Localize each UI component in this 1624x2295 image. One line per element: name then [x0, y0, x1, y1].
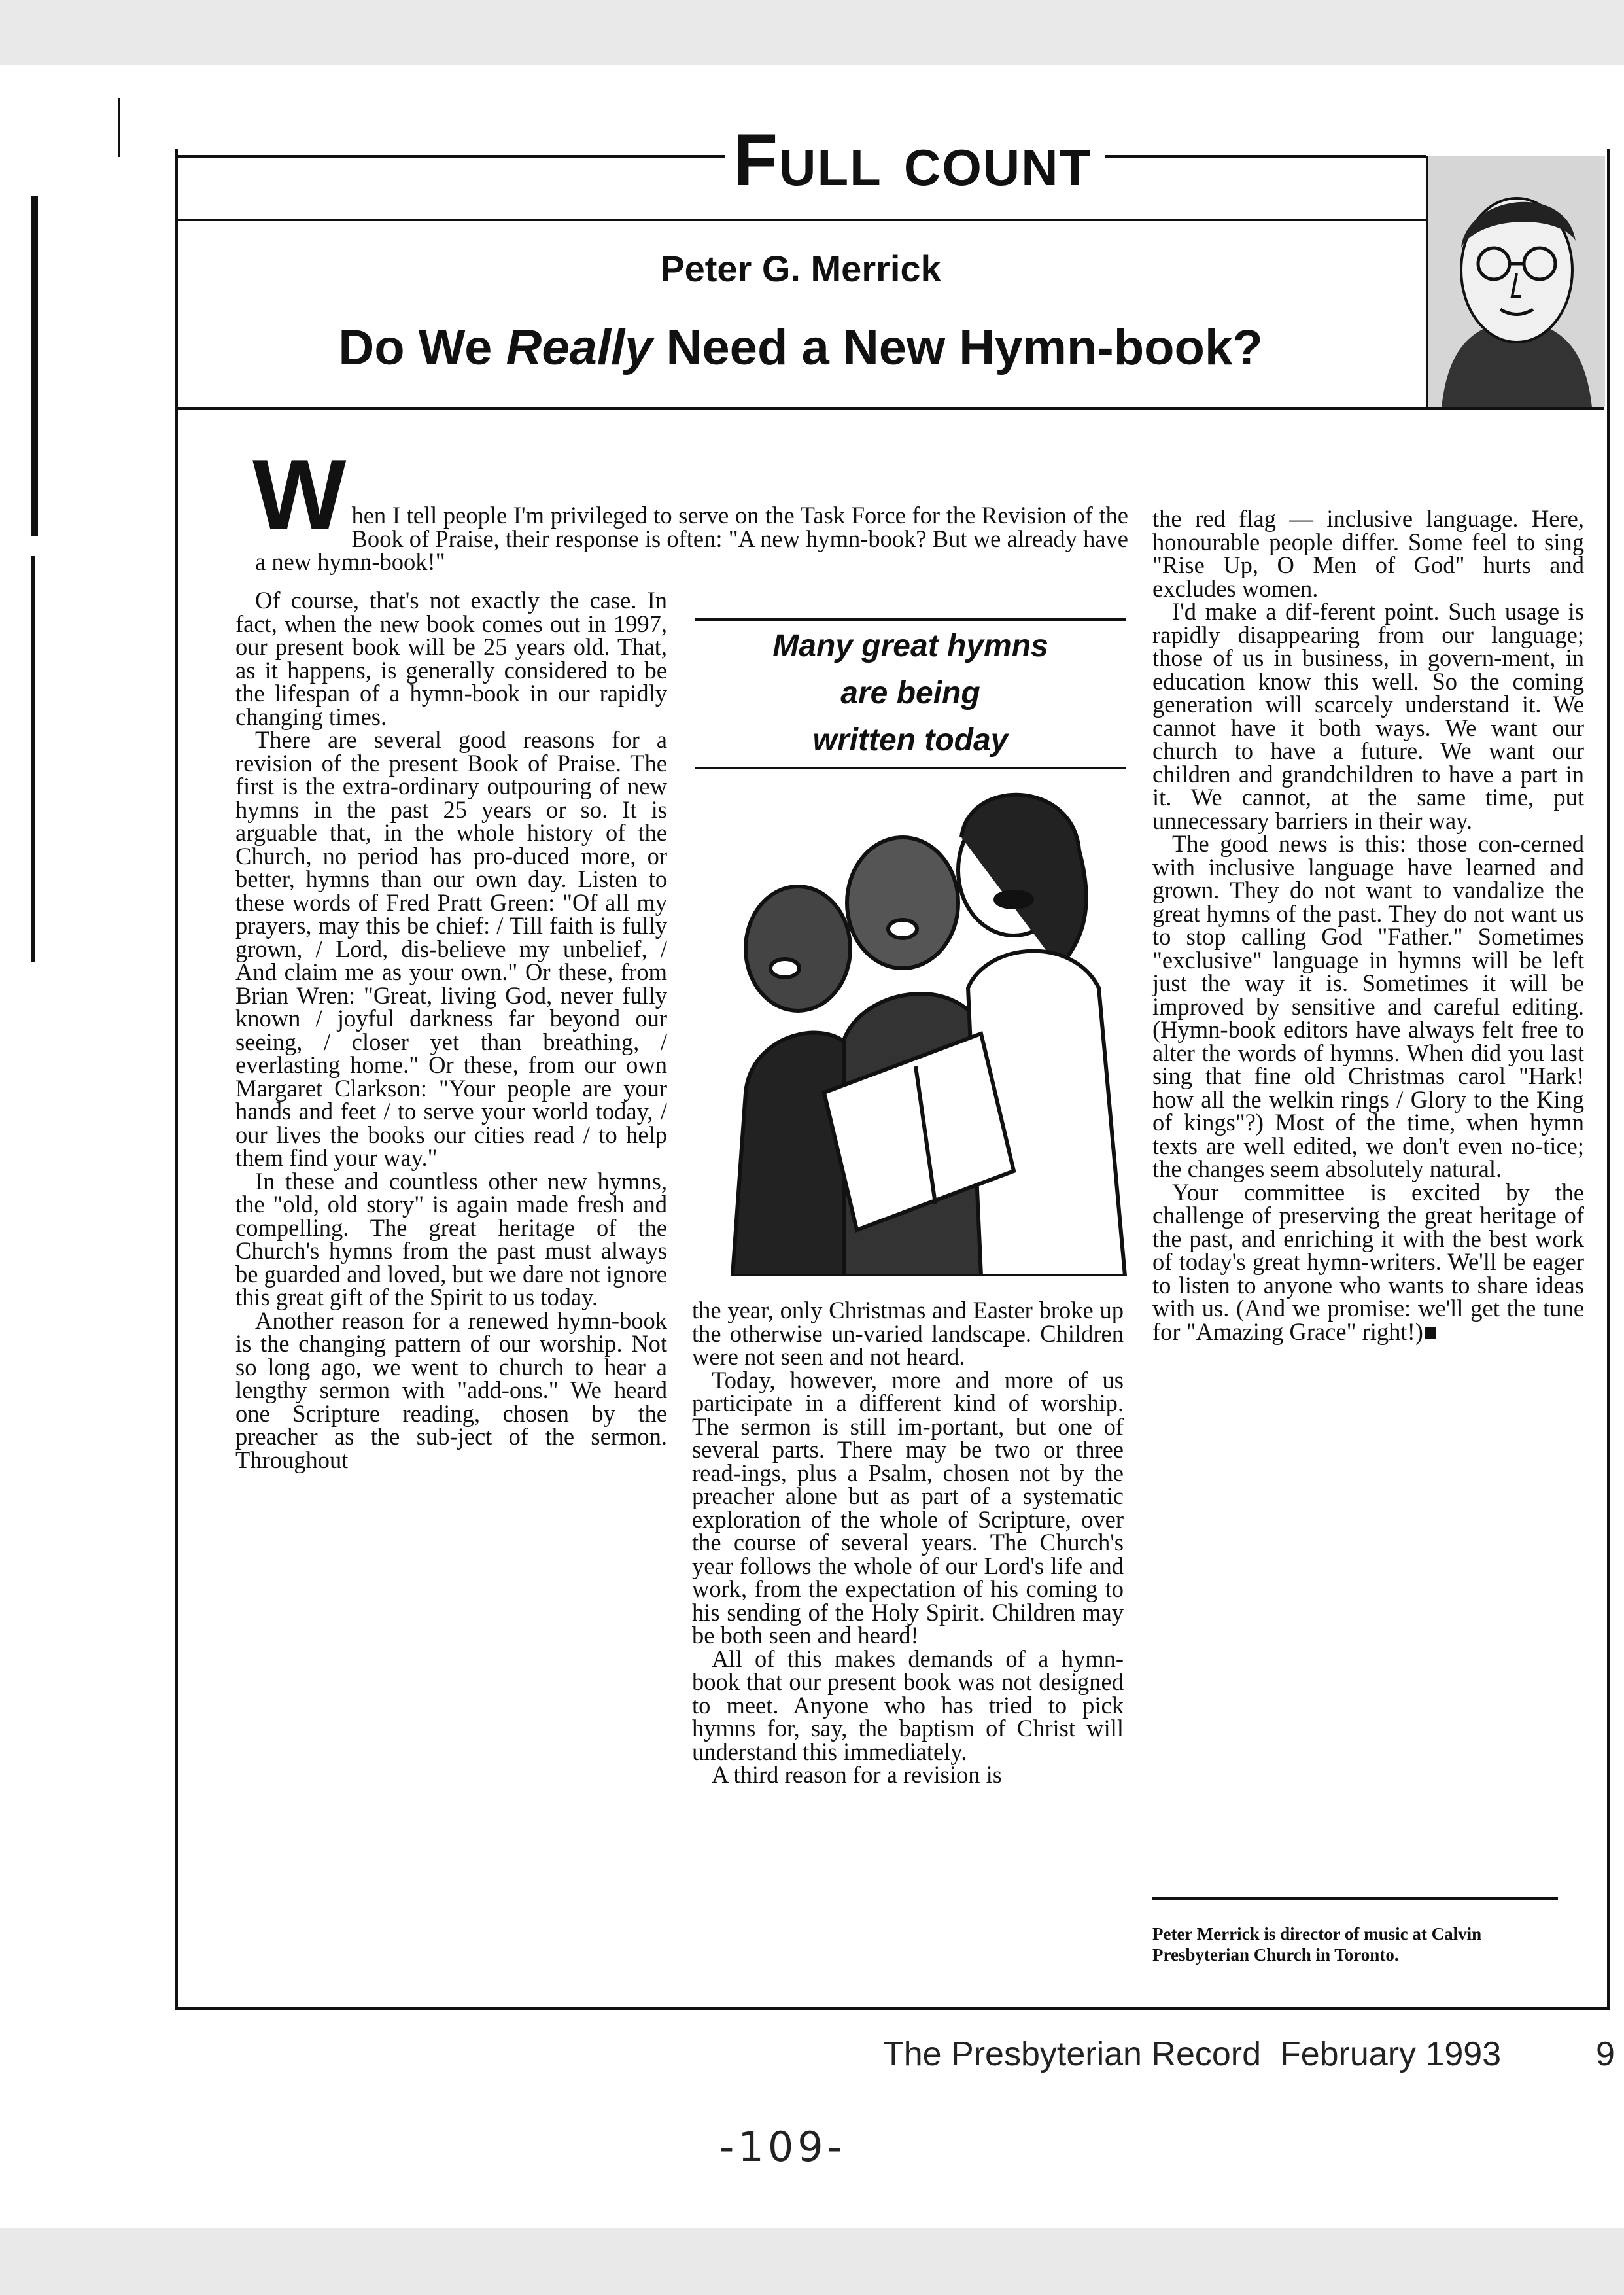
article-headline: Do We Really Need a New Hymn-book?	[338, 320, 1263, 376]
author-photo	[1426, 156, 1605, 407]
pullquote-line: are being	[840, 676, 980, 710]
publication-footer: The Presbyterian Record February 1993	[883, 2035, 1502, 2073]
article-lead	[252, 439, 1128, 575]
scan-border-bottom	[0, 2228, 1624, 2295]
page-number: 9	[1596, 2035, 1615, 2073]
paragraph: All of this makes demands of a hymn-book that our present book was not designed to meet. Anyone who has tried to pick hymns for, say, the baptism of Christ will understand this immediately.	[692, 1645, 1124, 1765]
scan-margin-mark	[31, 196, 38, 536]
pullquote-line: written today	[812, 723, 1009, 758]
paragraph: Of course, that's not exactly the case. In fact, when the new book comes out in 1997, our present book will be 25 years old. That, as it happens, is generally considered to be the lifespan of a hymn-book in our rapidly changing times.	[235, 587, 667, 730]
paragraph: In these and countless other new hymns, the "old, old story" is again made fresh and compelling. The great heritage of the Church's hymns from the past must always be guarded and loved, but we dare not ignore this great gift of the Spirit to us today.	[235, 1167, 667, 1310]
choir-illustration	[706, 752, 1138, 1276]
paragraph: I'd make a dif-ferent point. Such usage is rapidly disappearing from our language; those of us in business, in govern-ment, in education know this well. So the coming generation will scarcely understand it. We cannot have it both ways. We want our church to have a future. We want our children and grandchildren to have a part in it. We cannot, at the same time, put unnecessary barriers in their way.	[1152, 598, 1584, 834]
paragraph: the red flag — inclusive language. Here, honourable people differ. Some feel to sing "Rise Up, O Men of God" hurts and excludes women.	[1152, 505, 1584, 602]
article-column-2	[692, 1299, 1124, 1787]
paragraph-text: Your committee is excited by the challenge of preserving the great heritage of the past, and enriching it with the best work of today's great hymn-writers. We'll be eager to listen to anyone who wants to share ideas with us. (And we promise: we'll get the tune for "Amazing Grace" right!)	[1152, 1178, 1584, 1345]
pullquote	[695, 623, 1126, 764]
bio-rule	[1152, 1897, 1558, 1900]
scan-margin-mark	[31, 556, 35, 962]
handwritten-page-number: -109-	[719, 2123, 846, 2171]
paragraph	[1152, 1178, 1584, 1345]
article-column-3	[1152, 507, 1584, 1343]
column-name: Full count	[733, 119, 1092, 201]
lead-paragraph: hen I tell people I'm privileged to serve on the Task Force for the Revision of the Book of Praise, their response is often: "A new hymn-book? But we already have a new hymn-book!"	[255, 502, 1128, 575]
paragraph: The good news is this: those con-cerned with inclusive language have learned and grown. They do not want to vandalize the great hymns of the past. They do not want us to stop calling God "Father." Sometimes "exclusive" language in hymns will be left just the way it is. Sometimes it will be improved by sensitive and careful editing. (Hymn-book editors have always felt free to alter the words of hymns. When did you last sing that fine old Christmas carol "Hark! how all the welkin rings / Glory to the King of kings"?) Most of the time, when hymn texts are well edited, we don't even no-tice; the changes seem absolutely natural.	[1152, 830, 1584, 1182]
paragraph: Another reason for a renewed hymn-book is the changing pattern of our worship. Not so long ago, we went to church to hear a lengthy sermon with "add-ons." We heard one Scripture reading, chosen by the preacher as the sub-ject of the sermon. Throughout	[235, 1306, 667, 1473]
header-rule-bottom	[175, 407, 1604, 410]
scan-border-top	[0, 0, 1624, 65]
header-rule-middle	[175, 219, 1426, 221]
paragraph: the year, only Christmas and Easter broke up the otherwise un-varied landscape. Children were not seen and not heard.	[692, 1297, 1124, 1370]
article-column-1	[235, 589, 667, 1471]
header-rule-left	[175, 155, 725, 158]
scan-margin-mark	[118, 98, 120, 157]
pullquote-rule-top	[695, 618, 1126, 621]
end-mark: ■	[1423, 1318, 1438, 1345]
header-rule-right	[1105, 155, 1426, 158]
pullquote-line: Many great hymns	[772, 629, 1048, 663]
author-name: Peter G. Merrick	[660, 248, 941, 289]
paragraph: A third reason for a revision is	[712, 1761, 1002, 1788]
author-bio: Peter Merrick is director of music at Calvin Presbyterian Church in Toronto.	[1152, 1924, 1482, 1965]
drop-cap: W	[252, 439, 347, 550]
paragraph: There are several good reasons for a revision of the present Book of Praise. The first is the extra-ordinary outpouring of new hymns in the past 25 years or so. It is arguable that, in the whole history of the Church, no period has pro-duced more, or better, hymns than our own day. Listen to these words of Fred Pratt Green: "Of all my prayers, may this be chief: / Till faith is fully grown, / Lord, dis-believe my unbelief, / And claim me as your own." Or these, from Brian Wren: "Great, living God, never fully known / joyful darkness far beyond our seeing, / closer yet than breathing, / everlasting home." Or these, from our own Margaret Clarkson: "Your people are your hands and feet / to serve your world today, / our lives the books our cities read / to help them find your way."	[235, 726, 667, 1171]
paragraph: Today, however, more and more of us participate in a different kind of worship. The sermon is still im-portant, but one of several parts. There may be two or three read-ings, plus a Psalm, chosen not by the preacher alone but as part of a systematic exploration of the whole of Scripture, over the course of several years. The Church's year follows the whole of our Lord's life and work, from the expectation of his coming to his sending of the Holy Spirit. Children may be both seen and heard!	[692, 1366, 1124, 1649]
